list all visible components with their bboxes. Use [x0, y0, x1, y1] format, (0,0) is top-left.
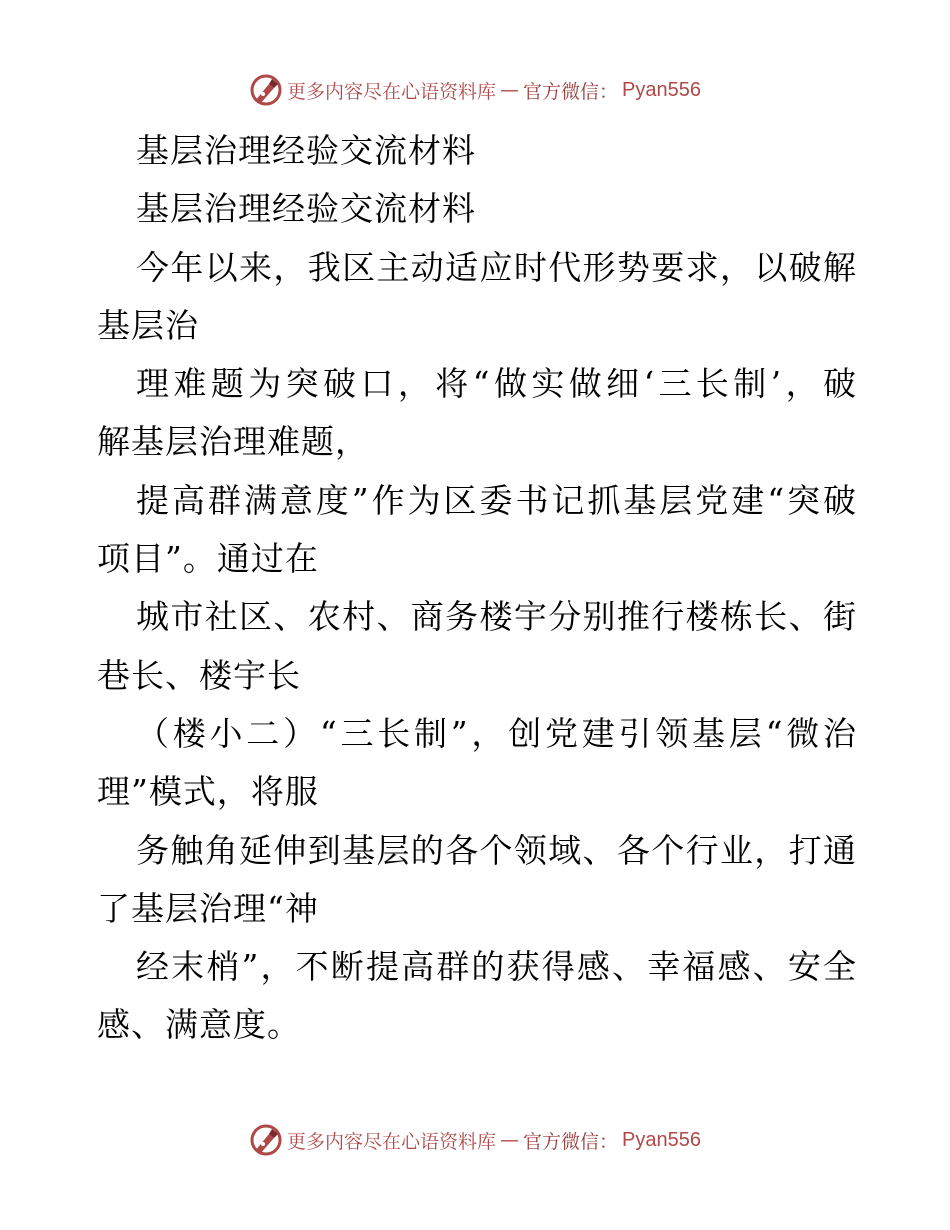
- doc-line: 理难题为突破口，将“做实做细‘三长制’，破: [136, 364, 857, 404]
- doc-line: 理”模式，将服: [97, 772, 319, 812]
- footer-watermark: [0, 1120, 950, 1160]
- doc-line: 经末梢”，不断提高群的获得感、幸福感、安全: [136, 947, 857, 987]
- doc-line: 感、满意度。: [97, 1005, 301, 1045]
- pen-circle-logo-icon: [249, 73, 283, 107]
- document-body: [97, 122, 857, 1055]
- watermark-official-label: 官方微信：: [523, 80, 619, 103]
- doc-line: 今年以来，我区主动适应时代形势要求，以破解: [136, 247, 857, 287]
- watermark-dash: —: [500, 79, 520, 101]
- doc-line: 提高群满意度”作为区委书记抓基层党建“突破: [136, 480, 857, 520]
- doc-line: 解基层治理难题，: [97, 422, 369, 462]
- doc-title: 基层治理经验交流材料: [136, 131, 476, 170]
- watermark-main-text: 更多内容尽在心语资料库: [287, 80, 497, 103]
- doc-line: 务触角延伸到基层的各个领域、各个行业，打通: [136, 830, 857, 870]
- doc-line: 项目”。通过在: [97, 539, 319, 579]
- doc-line: 基层治: [97, 305, 199, 345]
- doc-line: 巷长、楼宇长: [97, 655, 301, 695]
- doc-line: 城市社区、农村、商务楼宇分别推行楼栋长、街: [136, 597, 857, 637]
- doc-line: 了基层治理“神: [97, 888, 319, 928]
- watermark-dash: —: [500, 1129, 520, 1151]
- pen-circle-logo-icon: [249, 1123, 283, 1157]
- header-watermark: [0, 70, 950, 110]
- watermark-handle: Pyan556: [622, 1128, 701, 1151]
- watermark-official-label: 官方微信：: [523, 1130, 619, 1153]
- doc-line: （楼小二）“三长制”，创党建引领基层“微治: [136, 713, 857, 753]
- watermark-main-text: 更多内容尽在心语资料库: [287, 1130, 497, 1153]
- watermark-handle: Pyan556: [622, 78, 701, 101]
- doc-subtitle: 基层治理经验交流材料: [136, 189, 476, 229]
